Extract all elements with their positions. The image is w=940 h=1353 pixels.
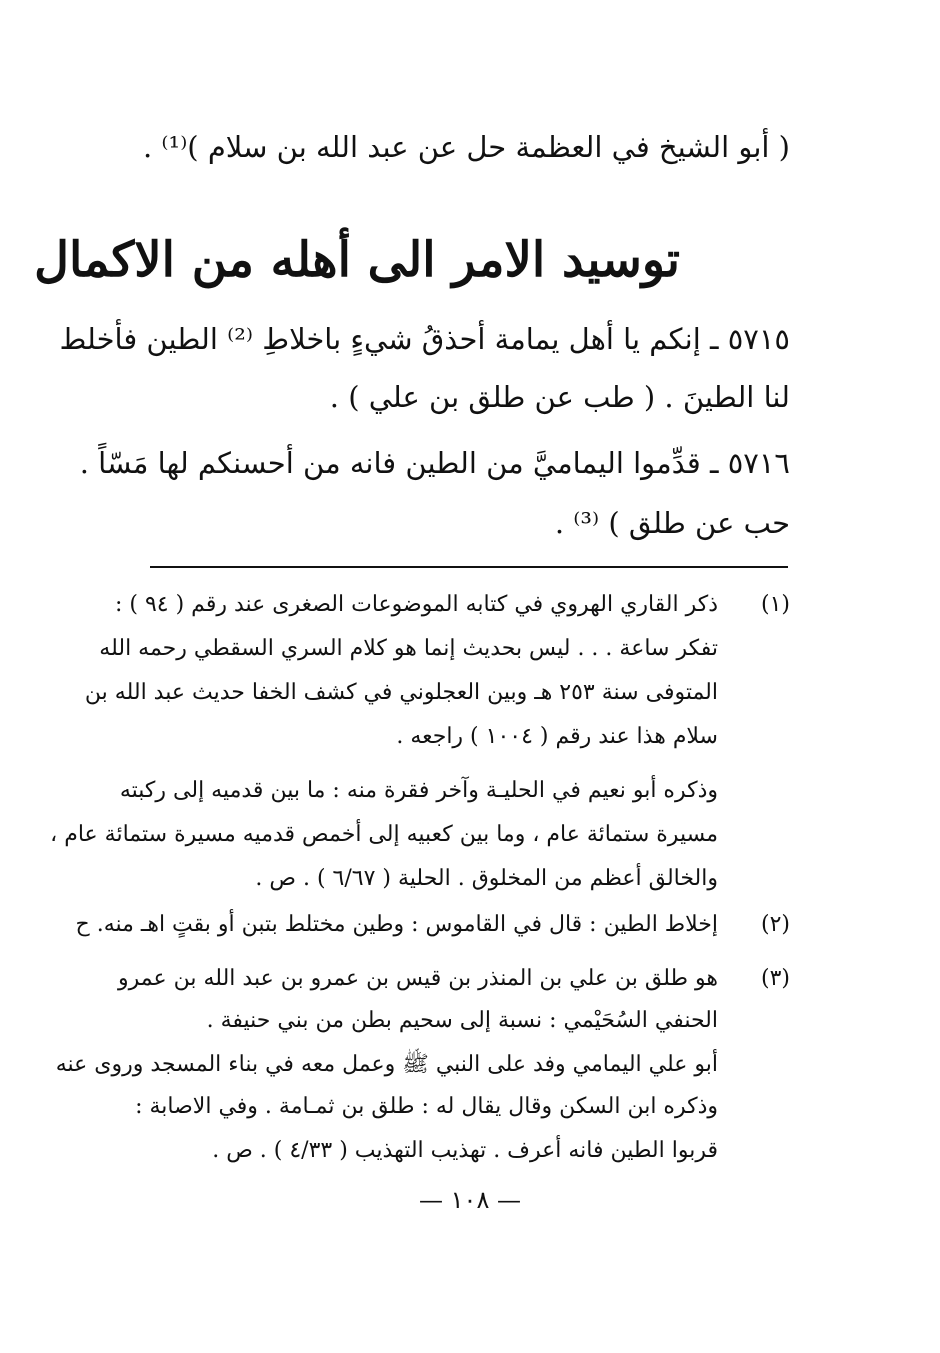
footnote-1-para2-line-1: وذكره أبو نعيم في الحليـة وآخر فقرة منه : ما بين قدميه إلى ركبته: [119, 778, 718, 803]
section-title: توسيد الامر الى أهله من الاكمال: [34, 232, 680, 288]
footnote-2-number: (٢): [760, 912, 790, 937]
footnote-3-line-1: هو طلق بن علي بن المنذر بن قيس بن عمرو بن عبد الله بن عمرو: [118, 966, 718, 991]
footnote-1-para2-line-3: والخالق أعظم من المخلوق . الحلية ( ٦/٦٧ ) . ص .: [255, 866, 718, 891]
footnote-1-line-1: ذكر القاري الهروي في كتابه الموضوعات الصغرى عند رقم ( ٩٤ ) :: [114, 592, 718, 617]
source-citation-line: ( أبو الشيخ في العظمة حل عن عبد الله بن سلام )⁽¹⁾ .: [142, 130, 790, 164]
hadith-5716-line-2: حب عن طلق ) ⁽³⁾ .: [554, 506, 790, 540]
footnote-1-para2-line-2: مسيرة ستمائة عام ، وما بين كعبيه إلى أخمص قدميه مسيرة ستمائة عام ،: [50, 822, 718, 847]
footnote-1-line-3: المتوفى سنة ٢٥٣ هـ وبين العجلوني في كشف الخفا حديث عبد الله بن: [84, 680, 718, 705]
footnote-3-line-2: الحنفي السُحَيْمي : نسبة إلى سحيم بطن من بني حنيفة .: [206, 1008, 718, 1033]
footnote-1-number: (١): [760, 592, 790, 617]
page-number: — ١٠٨ —: [419, 1186, 521, 1214]
footnote-separator: [150, 566, 788, 568]
footnote-3-para2-line-2: وذكره ابن السكن وقال يقال له : طلق بن ثمـامة . وفي الاصابة :: [135, 1094, 718, 1119]
hadith-5715-line-2: لنا الطينَ . ( طب عن طلق بن علي ) .: [329, 380, 790, 414]
footnote-3-para2-line-1: أبو علي اليمامي وفد على النبي ﷺ وعمل معه في بناء المسجد وروى عنه: [55, 1052, 718, 1077]
footnote-1-line-2: تفكر ساعة . . . ليس بحديث إنما هو كلام السري السقطي رحمه الله: [99, 636, 718, 661]
footnote-3-para2-line-3: قربوا الطين فانه أعرف . تهذيب التهذيب ( ٤/٣٣ ) . ص .: [212, 1138, 718, 1163]
hadith-5715-line-1: ٥٧١٥ ـ إنكم يا أهل يمامة أحذقُ شيءٍ باخلاطِ ⁽²⁾ الطين فأخلط: [59, 322, 790, 356]
footnote-2-line-1: إخلاط الطين : قال في القاموس : وطين مختلط بتبن أو بقتٍ اهـ منه. ح: [75, 912, 718, 937]
hadith-5716-line-1: ٥٧١٦ ـ قدِّموا اليماميَّ من الطين فانه من أحسنكم لها مَسّاً .: [79, 446, 790, 480]
footnote-1-line-4: سلام هذا عند رقم ( ١٠٠٤ ) راجعه .: [396, 724, 718, 749]
footnote-3-number: (٣): [760, 966, 790, 991]
